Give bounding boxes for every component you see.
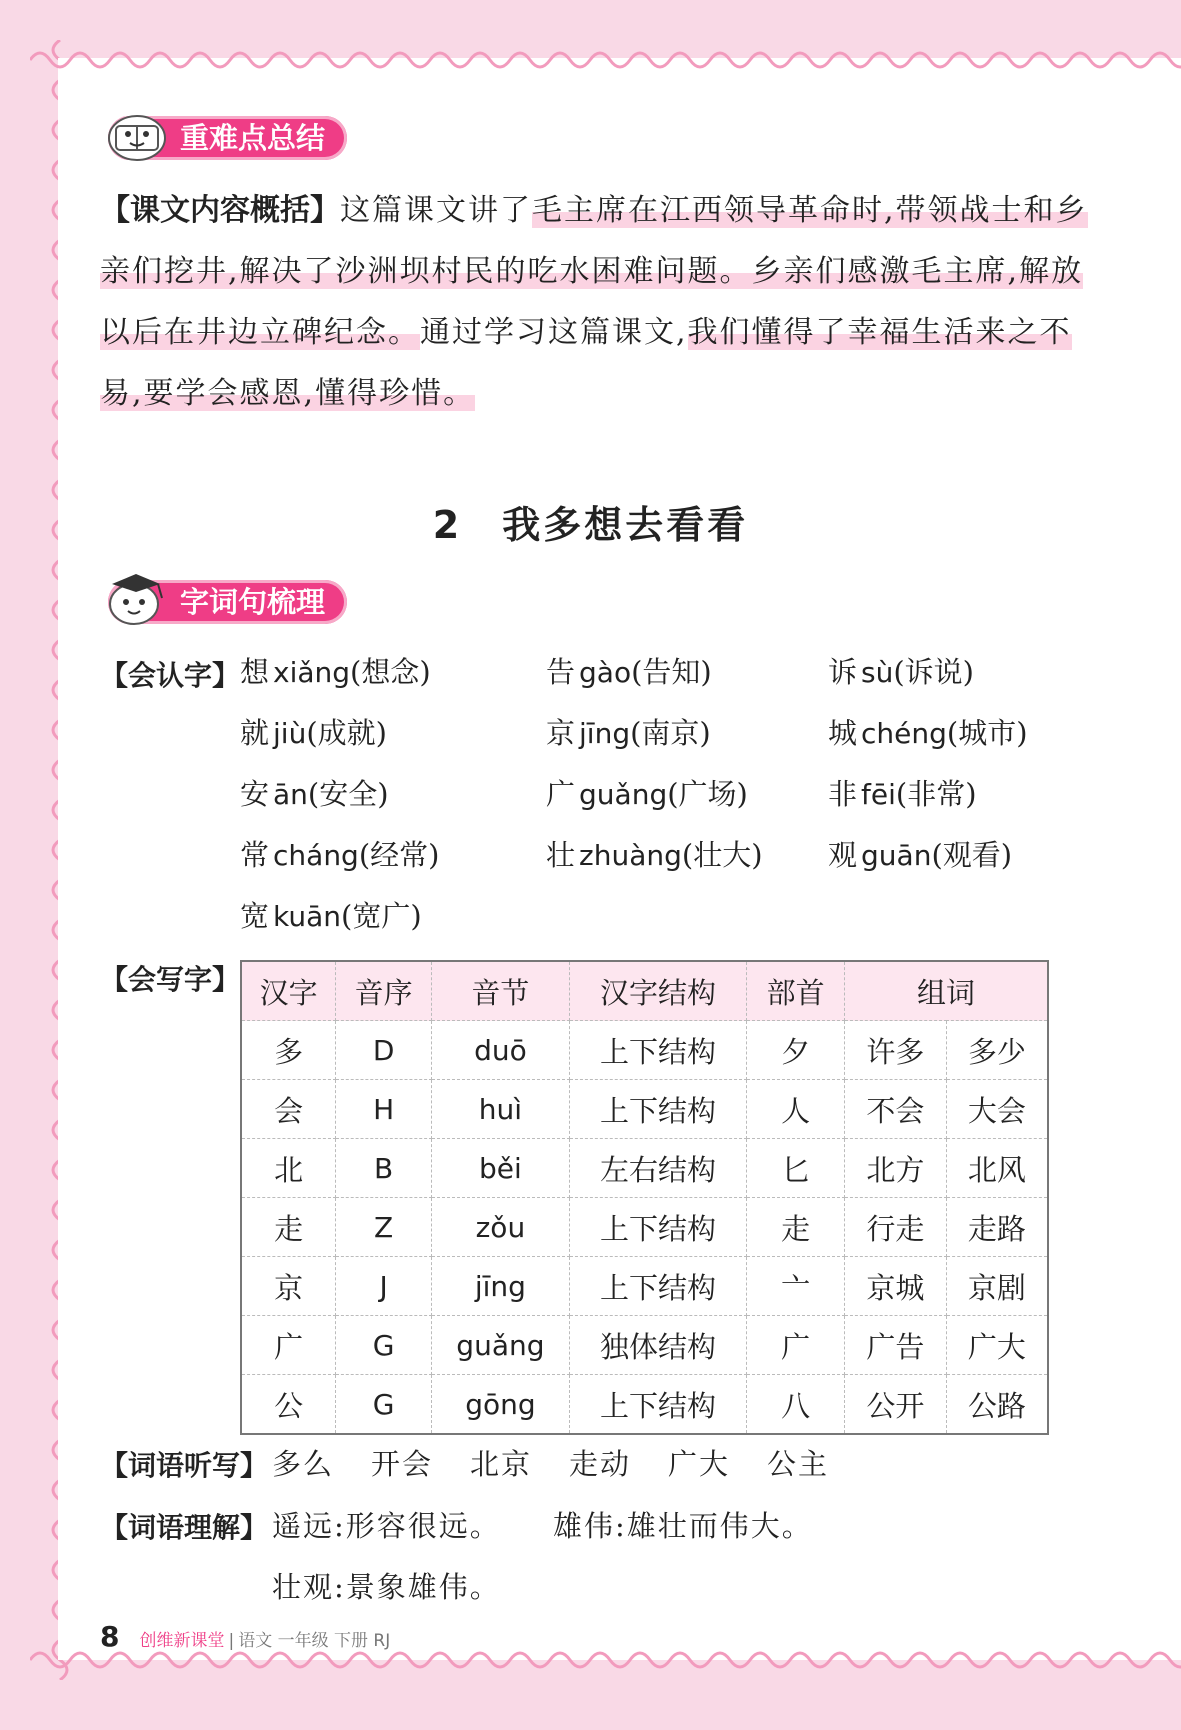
- recognize-word: (诉说): [893, 655, 974, 689]
- summary-text-part: 这篇课文讲了: [340, 193, 532, 228]
- cell-order: Z: [336, 1198, 432, 1257]
- recognize-pinyin: xiǎng: [273, 656, 351, 689]
- table-row: [241, 1375, 1048, 1435]
- cell-structure: 上下结构: [569, 1080, 746, 1139]
- cell-char: 多: [241, 1021, 336, 1080]
- cell-pinyin: jīng: [432, 1257, 570, 1316]
- recognize-char: 就: [240, 716, 270, 750]
- cell-word: 大会: [946, 1080, 1048, 1139]
- mascot-book-icon: [102, 106, 172, 166]
- cell-pinyin: běi: [432, 1139, 570, 1198]
- recognize-word: (宽广): [341, 899, 422, 933]
- footer-separator: |: [228, 1631, 235, 1651]
- cell-structure: 左右结构: [569, 1139, 746, 1198]
- cell-structure: 上下结构: [569, 1198, 746, 1257]
- understand-item: 遥远:形容很远。: [272, 1509, 501, 1543]
- cell-word: 广大: [946, 1316, 1048, 1375]
- recognize-char: 宽: [240, 899, 270, 933]
- recognize-word: (想念): [350, 655, 431, 689]
- recognize-item: [828, 833, 1012, 874]
- recognize-word: (观看): [931, 838, 1013, 872]
- cell-word: 广告: [844, 1316, 946, 1375]
- wavy-border-top: [30, 40, 1181, 80]
- recognize-item: [828, 650, 974, 691]
- cell-structure: 上下结构: [569, 1375, 746, 1435]
- recognize-pinyin: gào: [579, 656, 632, 689]
- recognize-char: 诉: [828, 655, 858, 689]
- cell-radical: 八: [747, 1375, 845, 1435]
- header-radical: 部首: [747, 961, 845, 1021]
- footer-brand: 创维新课堂: [139, 1631, 225, 1651]
- header-structure: 汉字结构: [569, 961, 746, 1021]
- header-words: 组词: [844, 961, 1048, 1021]
- recognize-word: (非常): [895, 777, 977, 811]
- recognize-char: 常: [240, 838, 270, 872]
- cell-char: 会: [241, 1080, 336, 1139]
- footer-meta: 语文 一年级 下册 RJ: [238, 1631, 391, 1651]
- lesson-name: 我多想去看看: [502, 503, 749, 547]
- recognize-item: [546, 772, 748, 813]
- recognize-word: (安全): [307, 777, 389, 811]
- recognize-pinyin: fēi: [861, 778, 896, 811]
- recognize-pinyin: zhuàng: [579, 839, 682, 872]
- header-char: 汉字: [241, 961, 336, 1021]
- cell-word: 不会: [844, 1080, 946, 1139]
- cell-pinyin: gōng: [432, 1375, 570, 1435]
- section-tag-label: 字词句梳理: [180, 585, 326, 619]
- summary-label: 【课文内容概括】: [100, 193, 340, 228]
- recognize-char: 想: [240, 655, 270, 689]
- understand-label: 【词语理解】: [100, 1511, 269, 1544]
- section-tag-label: 重难点总结: [180, 121, 326, 155]
- summary-highlight-2: 我们懂得了幸福生活来之不易,要学会感恩,懂得珍惜。: [100, 315, 1072, 411]
- recognize-pinyin: jiù: [273, 717, 307, 750]
- cell-pinyin: zǒu: [432, 1198, 570, 1257]
- table-row: [241, 1080, 1048, 1139]
- cell-structure: 上下结构: [569, 1021, 746, 1080]
- mascot-graduate-icon: [102, 570, 172, 630]
- write-characters-table: [240, 960, 1049, 1435]
- cell-order: G: [336, 1375, 432, 1435]
- recognize-word: (成就): [306, 716, 387, 750]
- cell-order: H: [336, 1080, 432, 1139]
- cell-word: 公路: [946, 1375, 1048, 1435]
- table-row: [241, 1139, 1048, 1198]
- recognize-item: [240, 650, 431, 691]
- recognize-pinyin: sù: [861, 656, 894, 689]
- dictation-word: 北京: [470, 1447, 533, 1481]
- cell-word: 许多: [844, 1021, 946, 1080]
- summary-paragraph: [100, 180, 1090, 424]
- recognize-word: (城市): [946, 716, 1028, 750]
- recognize-pinyin: cháng: [273, 839, 359, 872]
- recognize-item: [828, 711, 1028, 752]
- section-tag-summary: [108, 116, 347, 160]
- header-order: 音序: [336, 961, 432, 1021]
- table-row: [241, 1257, 1048, 1316]
- cell-pinyin: duō: [432, 1021, 570, 1080]
- table-row: [241, 1198, 1048, 1257]
- recognize-label: 【会认字】: [100, 659, 241, 692]
- recognize-char: 城: [828, 716, 858, 750]
- cell-radical: 夕: [747, 1021, 845, 1080]
- table-row: [241, 1021, 1048, 1080]
- recognize-item: [240, 833, 439, 874]
- recognize-word: (告知): [631, 655, 712, 689]
- recognize-item: [546, 833, 763, 874]
- summary-highlight-1: 毛主席在江西领导革命时,带领战士和乡亲们挖井,解决了沙洲坝村民的吃水困难问题。乡亲们感激毛主席,解放以后在井边立碑纪念。: [100, 193, 1088, 350]
- header-pinyin: 音节: [432, 961, 570, 1021]
- cell-radical: 人: [747, 1080, 845, 1139]
- cell-radical: 亠: [747, 1257, 845, 1316]
- cell-word: 行走: [844, 1198, 946, 1257]
- table-row: [241, 1316, 1048, 1375]
- cell-radical: 匕: [747, 1139, 845, 1198]
- write-label: 【会写字】: [100, 963, 241, 996]
- cell-char: 走: [241, 1198, 336, 1257]
- dictation-word: 广大: [668, 1447, 731, 1481]
- cell-word: 京剧: [946, 1257, 1048, 1316]
- dictation-word: 开会: [371, 1447, 434, 1481]
- recognize-char: 非: [828, 777, 858, 811]
- cell-word: 走路: [946, 1198, 1048, 1257]
- recognize-word: (壮大): [681, 838, 763, 872]
- recognize-char: 告: [546, 655, 576, 689]
- recognize-item: [546, 711, 711, 752]
- recognize-char: 壮: [546, 838, 576, 872]
- cell-char: 北: [241, 1139, 336, 1198]
- cell-word: 公开: [844, 1375, 946, 1435]
- cell-char: 广: [241, 1316, 336, 1375]
- dictation-word: 走动: [569, 1447, 632, 1481]
- recognize-pinyin: jīng: [579, 717, 631, 750]
- recognize-pinyin: kuān: [273, 900, 342, 933]
- recognize-pinyin: ān: [273, 778, 308, 811]
- recognize-item: [240, 711, 387, 752]
- recognize-item: [240, 772, 389, 813]
- summary-text-part: 通过学习这篇课文,: [420, 315, 688, 350]
- dictation-word: 公主: [767, 1447, 830, 1481]
- page-footer: [100, 1620, 390, 1653]
- recognize-char: 京: [546, 716, 576, 750]
- cell-char: 公: [241, 1375, 336, 1435]
- recognize-item: [828, 772, 977, 813]
- cell-order: D: [336, 1021, 432, 1080]
- cell-word: 多少: [946, 1021, 1048, 1080]
- recognize-pinyin: guǎng: [579, 778, 668, 811]
- recognize-pinyin: guān: [861, 839, 932, 872]
- cell-pinyin: guǎng: [432, 1316, 570, 1375]
- recognize-item: [546, 650, 712, 691]
- cell-word: 北风: [946, 1139, 1048, 1198]
- cell-order: J: [336, 1257, 432, 1316]
- cell-pinyin: huì: [432, 1080, 570, 1139]
- cell-structure: 独体结构: [569, 1316, 746, 1375]
- understand-item: 雄伟:雄壮而伟大。: [553, 1509, 813, 1543]
- cell-radical: 走: [747, 1198, 845, 1257]
- lesson-number: 2: [432, 503, 463, 547]
- page-number: 8: [100, 1620, 120, 1653]
- recognize-char: 安: [240, 777, 270, 811]
- recognize-word: (南京): [630, 716, 711, 750]
- understand-item: 壮观:景象雄伟。: [272, 1570, 501, 1604]
- recognize-word: (广场): [667, 777, 748, 811]
- recognize-pinyin: chéng: [861, 717, 947, 750]
- cell-word: 京城: [844, 1257, 946, 1316]
- cell-radical: 广: [747, 1316, 845, 1375]
- recognize-char: 广: [546, 777, 576, 811]
- lesson-title: [0, 494, 1181, 549]
- cell-order: B: [336, 1139, 432, 1198]
- recognize-item: [240, 894, 422, 935]
- recognize-char: 观: [828, 838, 858, 872]
- dictation-label: 【词语听写】: [100, 1449, 269, 1482]
- cell-structure: 上下结构: [569, 1257, 746, 1316]
- cell-char: 京: [241, 1257, 336, 1316]
- dictation-word: 多么: [272, 1447, 335, 1481]
- recognize-word: (经常): [358, 838, 440, 872]
- table-header-row: [241, 961, 1048, 1021]
- section-tag-words: [108, 580, 347, 624]
- cell-word: 北方: [844, 1139, 946, 1198]
- cell-order: G: [336, 1316, 432, 1375]
